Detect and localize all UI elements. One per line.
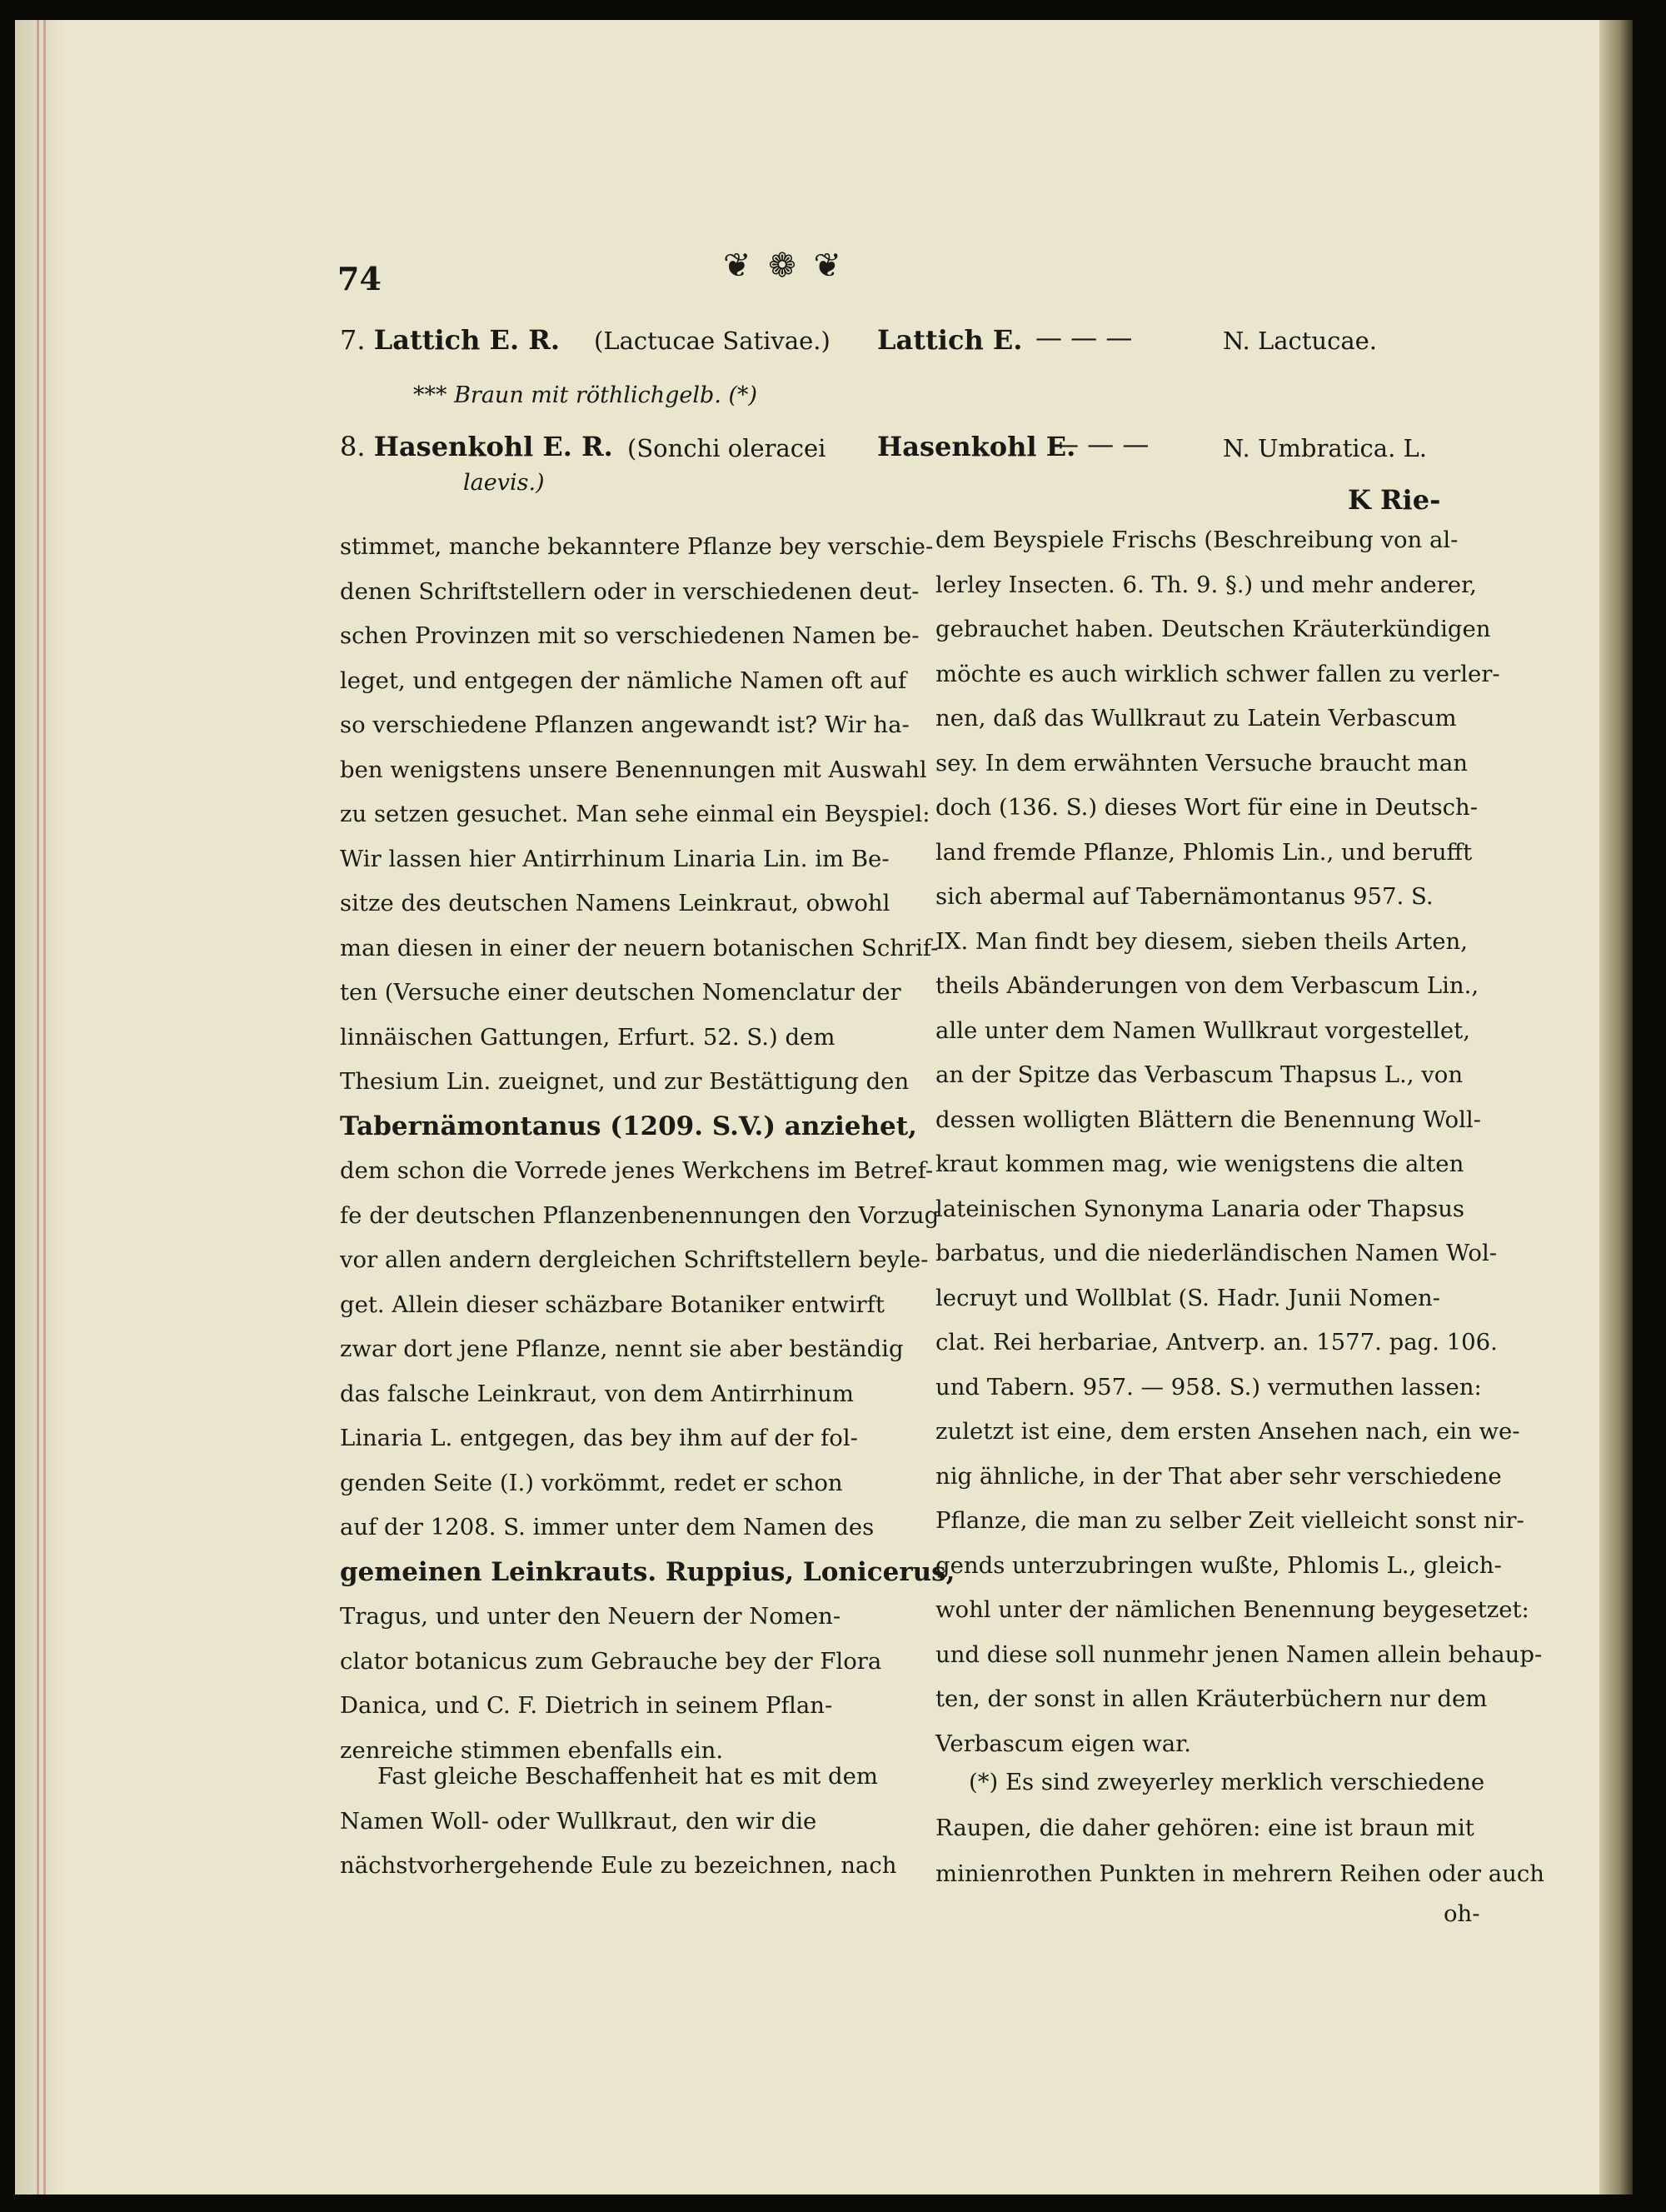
text-line: genden Seite (I.) vorkömmt, redet er schon	[340, 1469, 843, 1496]
right-column	[935, 518, 1543, 1766]
entry-8-dashes: — — —	[1052, 428, 1150, 460]
text-line: gends unterzubringen wußte, Phlomis L., gleich-	[935, 1551, 1502, 1579]
text-line: leget, und entgegen der nämliche Namen oft auf	[340, 667, 907, 694]
footnote	[935, 1760, 1545, 1897]
text-line: lerley Insecten. 6. Th. 9. §.) und mehr anderer,	[935, 571, 1477, 598]
text-line: dem Beyspiele Frischs (Beschreibung von al-	[935, 527, 1459, 553]
text-line: denen Schriftstellern oder in verschiedenen deut-	[340, 577, 920, 605]
text-line: zwar dort jene Pflanze, nennt sie aber beständig	[340, 1336, 904, 1362]
text-line: gebrauchet haben. Deutschen Kräuterkündigen	[935, 616, 1491, 642]
footnote-line: (*) Es sind zweyerley merklich verschiedene	[969, 1769, 1485, 1795]
book-spine	[1599, 20, 1633, 2195]
footnote-line: Raupen, die daher gehören: eine ist braun mit	[935, 1815, 1474, 1841]
text-line: lecruyt und Wollblat (S. Hadr. Junii Nomen-	[935, 1284, 1440, 1311]
entry-note: *** Braun mit röthlichgelb. (*)	[413, 382, 758, 408]
text-line: ben wenigstens unsere Benennungen mit Auswahl	[340, 756, 927, 783]
text-line: Tragus, und unter den Neuern der Nomen-	[340, 1603, 841, 1630]
text-line: vor allen andern dergleichen Schriftstellern beyle-	[340, 1246, 929, 1273]
text-line: lateinischen Synonyma Lanaria oder Thapsus	[935, 1195, 1465, 1222]
text-line: ten (Versuche einer deutschen Nomenclatur der	[340, 979, 901, 1006]
catchword-top: K Rie-	[1348, 484, 1441, 516]
text-line: fe der deutschen Pflanzenbenennungen den Vorzug	[340, 1201, 940, 1229]
text-line: land fremde Pflanze, Phlomis Lin., und berufft	[935, 838, 1473, 866]
text-line: Namen Woll- oder Wullkraut, den wir die	[340, 1807, 817, 1835]
text-line: auf der 1208. S. immer unter dem Namen des	[340, 1514, 875, 1540]
left-paragraph-2	[340, 1755, 906, 1889]
page-number: 74	[337, 260, 382, 297]
text-line: und Tabern. 957. — 958. S.) vermuthen lassen:	[935, 1373, 1482, 1401]
text-line: an der Spitze das Verbascum Thapsus L., von	[935, 1061, 1464, 1088]
text-line: Pflanze, die man zu selber Zeit vielleicht sonst nir-	[935, 1507, 1524, 1534]
text-line: kraut kommen mag, wie wenigstens die alten	[935, 1151, 1464, 1177]
text-line: dessen wolligten Blättern die Benennung Woll-	[935, 1106, 1481, 1133]
text-line: doch (136. S.) dieses Wort für eine in Deutsch-	[935, 794, 1479, 821]
text-line: man diesen in einer der neuern botanischen Schrif-	[340, 934, 939, 961]
text-line: möchte es auch wirklich schwer fallen zu verler-	[935, 660, 1500, 687]
text-line: sich abermal auf Tabernämontanus 957. S.	[935, 883, 1434, 910]
entry-7-dashes: — — —	[1035, 322, 1133, 353]
text-line: Tabernämontanus (1209. S.V.) anziehet,	[340, 1111, 917, 1141]
text-line: Danica, und C. F. Dietrich in seinem Pflan-	[340, 1692, 833, 1719]
text-line: Wir lassen hier Antirrhinum Linaria Lin. im Be-	[340, 845, 890, 872]
text-line: theils Abänderungen von dem Verbascum Lin.,	[935, 972, 1479, 999]
entry-8-latin: (Sonchi oleracei	[627, 434, 826, 462]
text-line: ten, der sonst in allen Kräuterbüchern nur dem	[935, 1685, 1488, 1712]
text-line: Thesium Lin. zueignet, und zur Bestättigung den	[340, 1068, 910, 1095]
text-line: Linaria L. entgegen, das bey ihm auf der fol-	[340, 1425, 858, 1451]
text-line: nächstvorhergehende Eule zu bezeichnen, nach	[340, 1852, 897, 1879]
entry-7-right: Lattich E.	[877, 324, 1023, 356]
entry-8: 8. Hasenkohl E. R.	[340, 431, 613, 462]
entry-7-right-latin: N. Lactucae.	[1223, 327, 1377, 355]
text-line: IX. Man findt bey diesem, sieben theils Arten,	[935, 927, 1468, 955]
text-line: das falsche Leinkraut, von dem Antirrhinum	[340, 1380, 854, 1407]
text-line: barbatus, und die niederländischen Namen Wol-	[935, 1240, 1498, 1266]
text-line: wohl unter der nämlichen Benennung beygesetzet:	[935, 1596, 1529, 1623]
text-line: sey. In dem erwähnten Versuche braucht man	[935, 749, 1468, 776]
text-line: zenreiche stimmen ebenfalls ein.	[340, 1736, 724, 1764]
entry-7-latin: (Lactucae Sativae.)	[594, 327, 831, 355]
header-ornament: ❦ ❁ ❦	[723, 247, 845, 285]
left-column	[340, 525, 955, 1773]
entry-8-latin-cont: laevis.)	[463, 470, 545, 496]
text-line: sitze des deutschen Namens Leinkraut, obwohl	[340, 890, 890, 916]
catchword-bottom: oh-	[1444, 1900, 1480, 1927]
book-page	[15, 20, 1633, 2195]
text-line: und diese soll nunmehr jenen Namen allein behaup-	[935, 1640, 1543, 1668]
entry-8-right: Hasenkohl E.	[877, 431, 1076, 462]
text-line: dem schon die Vorrede jenes Werkchens im Betref-	[340, 1157, 934, 1184]
text-line: zu setzen gesuchet. Man sehe einmal ein Beyspiel:	[340, 801, 930, 827]
text-line: get. Allein dieser schäzbare Botaniker entwirft	[340, 1291, 885, 1318]
text-line: schen Provinzen mit so verschiedenen Namen be-	[340, 622, 920, 649]
page-edge-line	[43, 20, 46, 2195]
text-line: nen, daß das Wullkraut zu Latein Verbascum	[935, 705, 1457, 732]
text-line: zuletzt ist eine, dem ersten Ansehen nach, ein we-	[935, 1418, 1520, 1445]
text-line: clator botanicus zum Gebrauche bey der Flora	[340, 1647, 882, 1675]
text-line: stimmet, manche bekanntere Pflanze bey verschie-	[340, 533, 934, 560]
text-line: linnäischen Gattungen, Erfurt. 52. S.) dem	[340, 1023, 835, 1051]
text-line: nig ähnliche, in der That aber sehr verschiedene	[935, 1462, 1502, 1490]
footnote-line: minienrothen Punkten in mehrern Reihen oder auch	[935, 1860, 1545, 1887]
text-line: gemeinen Leinkrauts. Ruppius, Lonicerus,	[340, 1556, 955, 1587]
entry-8-right-latin: N. Umbratica. L.	[1223, 434, 1427, 462]
text-line: alle unter dem Namen Wullkraut vorgestellet,	[935, 1016, 1470, 1044]
page-edge-line	[37, 20, 39, 2195]
text-line: Fast gleiche Beschaffenheit hat es mit dem	[377, 1763, 878, 1790]
text-line: clat. Rei herbariae, Antverp. an. 1577. pag. 106.	[935, 1329, 1498, 1356]
text-line: so verschiedene Pflanzen angewandt ist? Wir ha-	[340, 712, 910, 738]
entry-7: 7. Lattich E. R.	[340, 324, 560, 356]
text-line: Verbascum eigen war.	[935, 1730, 1191, 1757]
